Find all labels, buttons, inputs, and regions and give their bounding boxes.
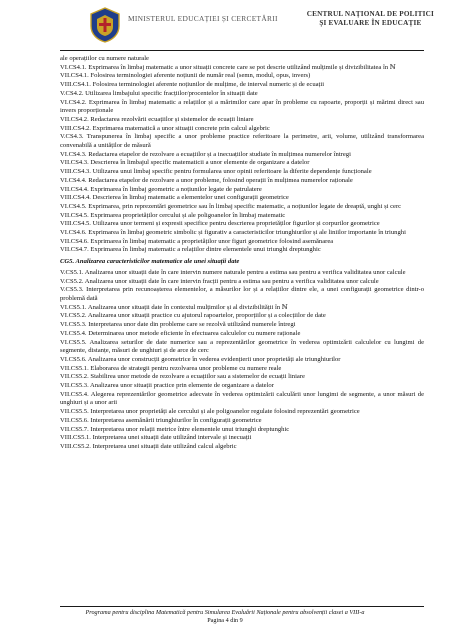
competence-item: VII.CS4.7. Exprimarea în limbaj matematic a relațiilor dintre elementele unui triunghi dreptunghic (60, 246, 321, 254)
competence-item: VI.CS4.5. Exprimarea, prin reprezentări geometrice sau în limbaj specific matematic, a noțiunilor legate de dreaptă, unghi și cerc (60, 202, 402, 210)
competence-item: VII.CS4.5. Exprimarea proprietăților cercului și ale poligoanelor în limbaj matematic (60, 211, 286, 219)
centre-name (307, 10, 434, 28)
page-number: Pagina 4 din 9 (207, 617, 243, 625)
competence-item: VI.CS5.2. Analizarea unor situații practice cu ajutorul rapoartelor, proporțiilor și a colecțiilor de date (60, 312, 326, 320)
competence-item: VI.CS5.3. Interpretarea unor date din probleme care se rezolvă utilizând numerele întregi (60, 321, 296, 329)
competence-item: VII.CS4.3. Descrierea în limbajul specific matematicii a unor elemente de organizare a datelor (60, 159, 310, 167)
competence-item: VII.CS5.5. Interpretarea unor proprietăți ale cercului și ale poligoanelor regulate folosind reprezentări geometrice (60, 408, 360, 416)
competence-item: VI.CS4.3. Redactarea etapelor de rezolvare a ecuațiilor și a inecuațiilor studiate în mulțimea numerelor întregi (60, 150, 351, 158)
competence-item: VII.CS5.1. Elaborarea de strategii pentru rezolvarea unor probleme cu numere reale (60, 364, 282, 372)
competence-item: VII.CS5.3. Analizarea unor situații practice prin elemente de organizare a datelor (60, 382, 274, 390)
competence-item: V.CS5.2. Analizarea unor situații date în care intervin fracții pentru a estima sau pentru a verifica validitatea unor calcule (60, 277, 379, 285)
competence-item: VI.CS4.6. Exprimarea în limbaj geometric simbolic și figurativ a caracteristicilor triunghiurilor și ale liniilor importante în triunghi (60, 229, 406, 237)
competence-item: VII.CS5.2. Stabilirea unor metode de rezolvare a ecuațiilor sau a sistemelor de ecuații liniare (60, 373, 305, 381)
centre-name-line2: ȘI EVALUARE ÎN EDUCAȚIE (319, 19, 422, 27)
page-footer (0, 609, 450, 626)
competence-item: VII.CS5.4. Alegerea reprezentărilor geometrice adecvate în vederea optimizării calculării unor lungimi de segmente, a unor măsuri de unghiuri și a unor arii (60, 390, 424, 407)
competence-item: V.CS4.3. Transpunerea în limbaj specific a unor probleme practice referitoare la perimetre, arii, volume, utilizând transformarea convenabilă a unităților de măsură (60, 133, 424, 150)
competence-item: VI.CS4.4. Redactarea etapelor de rezolvare a unor probleme, folosind operații în mulțimea numerelor raționale (60, 176, 353, 184)
competence-item: VIII.CS4.5. Utilizarea unor termeni și expresii specifice pentru descrierea proprietăților figurilor și corpurilor geometrice (60, 220, 380, 228)
ministry-logo-icon (88, 6, 122, 44)
ministry-name: MINISTERUL EDUCAȚIEI ȘI CERCETĂRII (128, 14, 278, 23)
competence-item: VIII.CS5.1. Interpretarea unei situații date utilizând intervale și inecuații (60, 434, 252, 442)
competence-item: VII.CS5.6. Interpretarea asemănării triunghiurilor în configurații geometrice (60, 416, 262, 424)
competence-item: VI.CS4.1. Exprimarea în limbaj matematic a unor situații concrete care se pot descrie utilizând mulțimile și divizibilitatea în ℕ (60, 63, 396, 71)
competence-item: VIII.CS5.2. Interpretarea unei situații date utilizând calcul algebric (60, 442, 237, 450)
competence-item: VI.CS5.1. Analizarea unor situații date în contextul mulțimilor și al divizibilității în ℕ (60, 303, 288, 311)
section-heading: CG5. Analizarea caracteristicilor matematice ale unei situații date (60, 258, 240, 266)
header-divider (60, 50, 424, 51)
competence-item: VII.CS4.4. Exprimarea în limbaj geometric a noțiunilor legate de patrulatere (60, 185, 262, 193)
competence-item: V.CS5.3. Interpretarea prin recunoașterea elementelor, a măsurilor lor și a relațiilor dintre ele, a unei configurații geometrice dintr-o problemă dată (60, 286, 424, 302)
competence-item: ale operațiilor cu numere naturale (60, 55, 149, 62)
competence-item: VI.CS4.2. Exprimarea în limbaj matematic a relațiilor și a mărimilor care apar în probleme cu rapoarte, proporții și mărimi direct sau invers proporționale (60, 98, 424, 115)
footer-program-title: Programa pentru disciplina Matematică pentru Simularea Evaluării Naționale pentru absolvenții clasei a VIII-a (85, 609, 365, 616)
footer-divider (60, 606, 424, 607)
competence-item: VIII.CS4.4. Descrierea în limbaj matematic a elementelor unei configurații geometrice (60, 194, 289, 202)
page-header (0, 0, 450, 56)
competence-item: V.CS5.1. Analizarea unor situații date în care intervin numere naturale pentru a estima sau pentru a verifica validitatea unor calcule (60, 268, 406, 276)
competence-item: VII.CS4.2. Redactarea rezolvării ecuațiilor și sistemelor de ecuații liniare (60, 115, 254, 123)
competence-item: VI.CS5.4. Determinarea unor metode eficiente în efectuarea calculelor cu numere raționale (60, 329, 301, 337)
competence-item: VI.CS5.5. Analizarea seturilor de date numerice sau a reprezentărilor geometrice în vederea optimizării calculelor cu lungimi de segmente, distanțe, măsuri de unghiuri și de arce de cerc (60, 338, 424, 355)
competence-item: VIII.CS4.2. Exprimarea matematică a unor situații concrete prin calcul algebric (60, 124, 270, 132)
centre-name-line1: CENTRUL NAȚIONAL DE POLITICI (306, 10, 434, 18)
document-body (60, 55, 424, 452)
competence-item: VIII.CS4.3. Utilizarea unui limbaj specific pentru formularea unor opinii referitoare la diferite dependențe funcționale (60, 168, 372, 176)
competence-item: V.CS4.2. Utilizarea limbajului specific fracțiilor/procentelor în situații date (60, 89, 258, 97)
competence-item: VII.CS5.7. Interpretarea unor relații metrice între elementele unui triunghi dreptunghic (60, 425, 290, 433)
competence-item: VII.CS4.6. Exprimarea în limbaj matematic a proprietăților unor figuri geometrice folosind asemănarea (60, 237, 334, 245)
competence-item: VII.CS4.1. Folosirea terminologiei aferente noțiunii de număr real (semn, modul, opus, invers) (60, 72, 311, 80)
competence-item: VIII.CS4.1. Folosirea terminologiei aferente noțiunilor de mulțime, de interval numeric și de ecuații (60, 81, 325, 89)
competence-item: VI.CS5.6. Analizarea unor construcții geometrice în vederea evidențierii unor proprietăți ale triunghiurilor (60, 355, 341, 363)
